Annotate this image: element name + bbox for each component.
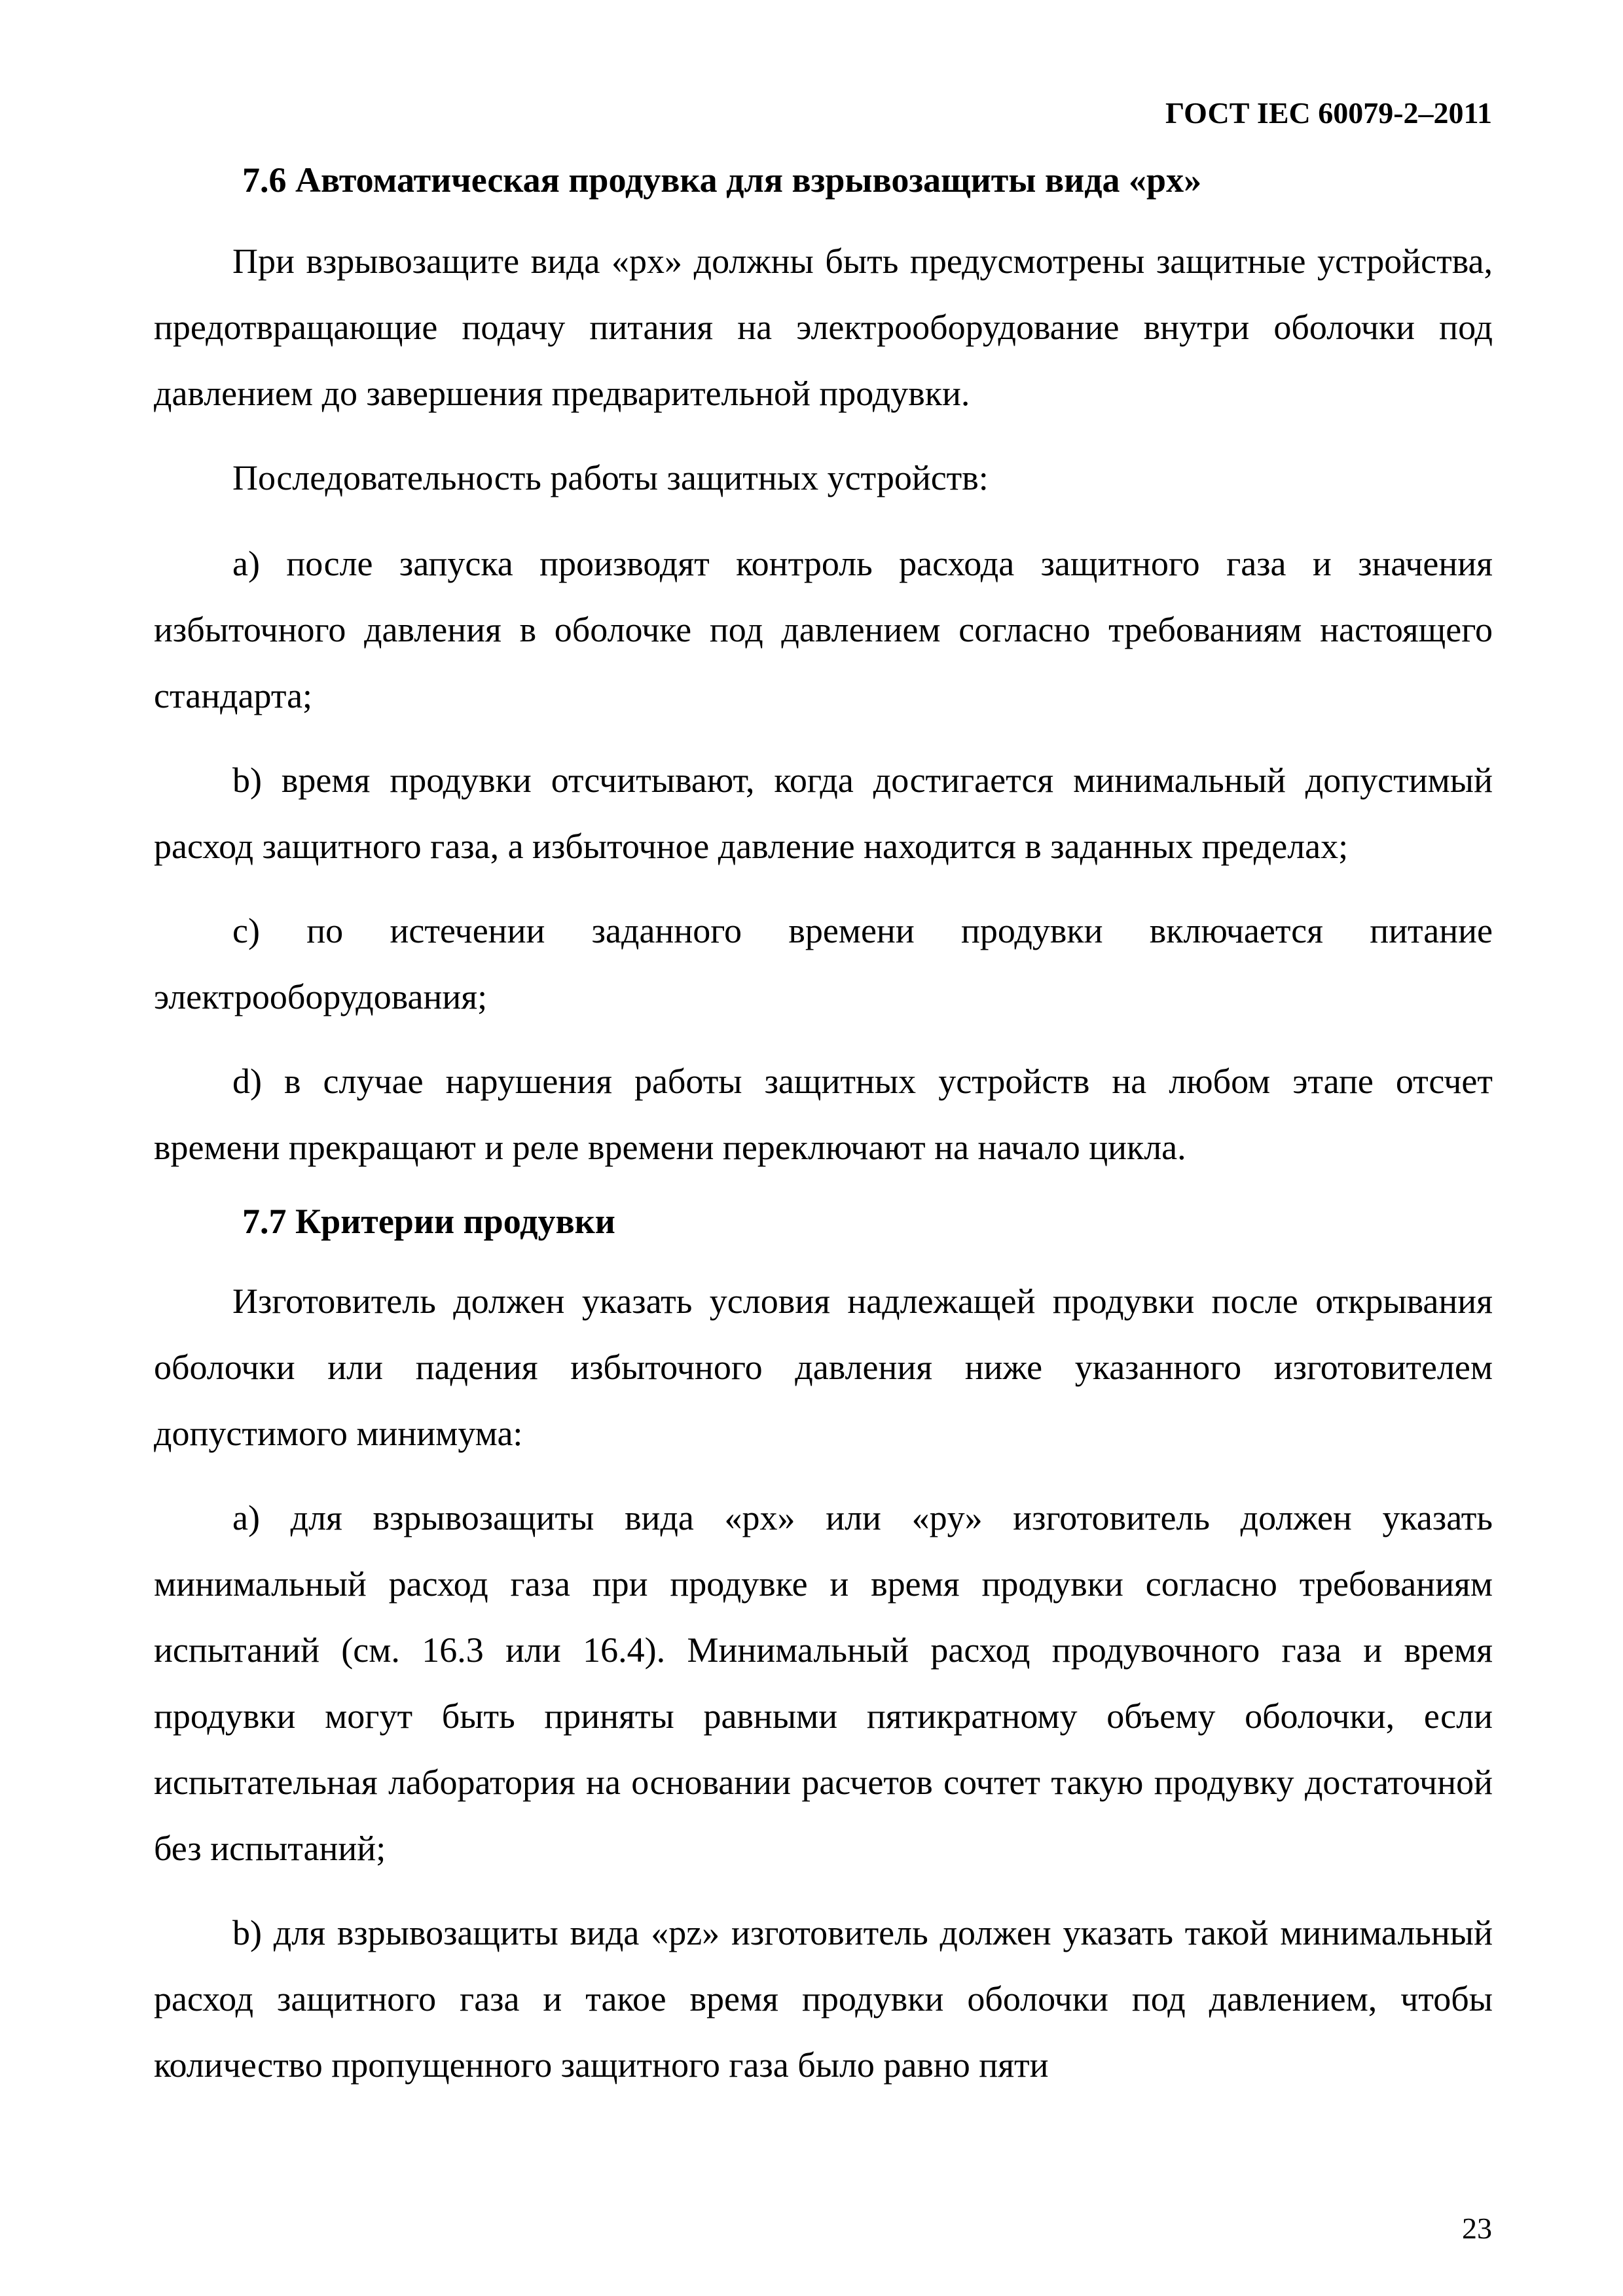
document-code-header: ГОСТ IEC 60079-2–2011 (1165, 96, 1492, 130)
list-item-7-6-d: d) в случае нарушения работы защитных устройств на любом этапе отсчет времени прекращают и реле времени переключают на начало цикла. (154, 1062, 1493, 1167)
paragraph-7-6-intro: При взрывозащите вида «px» должны быть предусмотрены защитные устройства, предотвращающие подачу питания на электрооборудование внутри оболочки под давлением до завершения предварительной продувки. (154, 242, 1493, 413)
list-item-7-7-a: a) для взрывозащиты вида «px» или «py» изготовитель должен указать минимальный расход газа при продувке и время продувки согласно требованиям испытаний (см. 16.3 или 16.4). Минимальный расход продувочного газа и время продувки могут быть приняты равными пятикратному объему оболочки, если испытательная лаборатория на основании расчетов сочтет такую продувку достаточной без испытаний; (154, 1498, 1493, 1868)
paragraph-7-6-sequence: Последовательность работы защитных устройств: (232, 458, 989, 497)
section-heading-7-7: 7.7 Критерии продувки (242, 1202, 615, 1241)
list-item-7-6-b: b) время продувки отсчитывают, когда достигается минимальный допустимый расход защитного газа, а избыточное давление находится в заданных пределах; (154, 761, 1493, 866)
paragraph-7-7-intro: Изготовитель должен указать условия надлежащей продувки после открывания оболочки или падения избыточного давления ниже указанного изготовителем допустимого минимума: (154, 1282, 1493, 1453)
page-number: 23 (1462, 2212, 1492, 2245)
page-content (154, 159, 1493, 2117)
list-item-7-6-c: c) по истечении заданного времени продувки включается питание электрооборудования; (154, 911, 1493, 1016)
list-item-7-7-b: b) для взрывозащиты вида «pz» изготовитель должен указать такой минимальный расход защитного газа и такое время продувки оболочки под давлением, чтобы количество пропущенного защитного газа было равно пяти (154, 1913, 1493, 2085)
list-item-7-6-a: a) после запуска производят контроль расхода защитного газа и значения избыточного давления в оболочке под давлением согласно требованиям настоящего стандарта; (154, 544, 1493, 715)
section-heading-7-6: 7.6 Автоматическая продувка для взрывозащиты вида «px» (242, 160, 1202, 200)
